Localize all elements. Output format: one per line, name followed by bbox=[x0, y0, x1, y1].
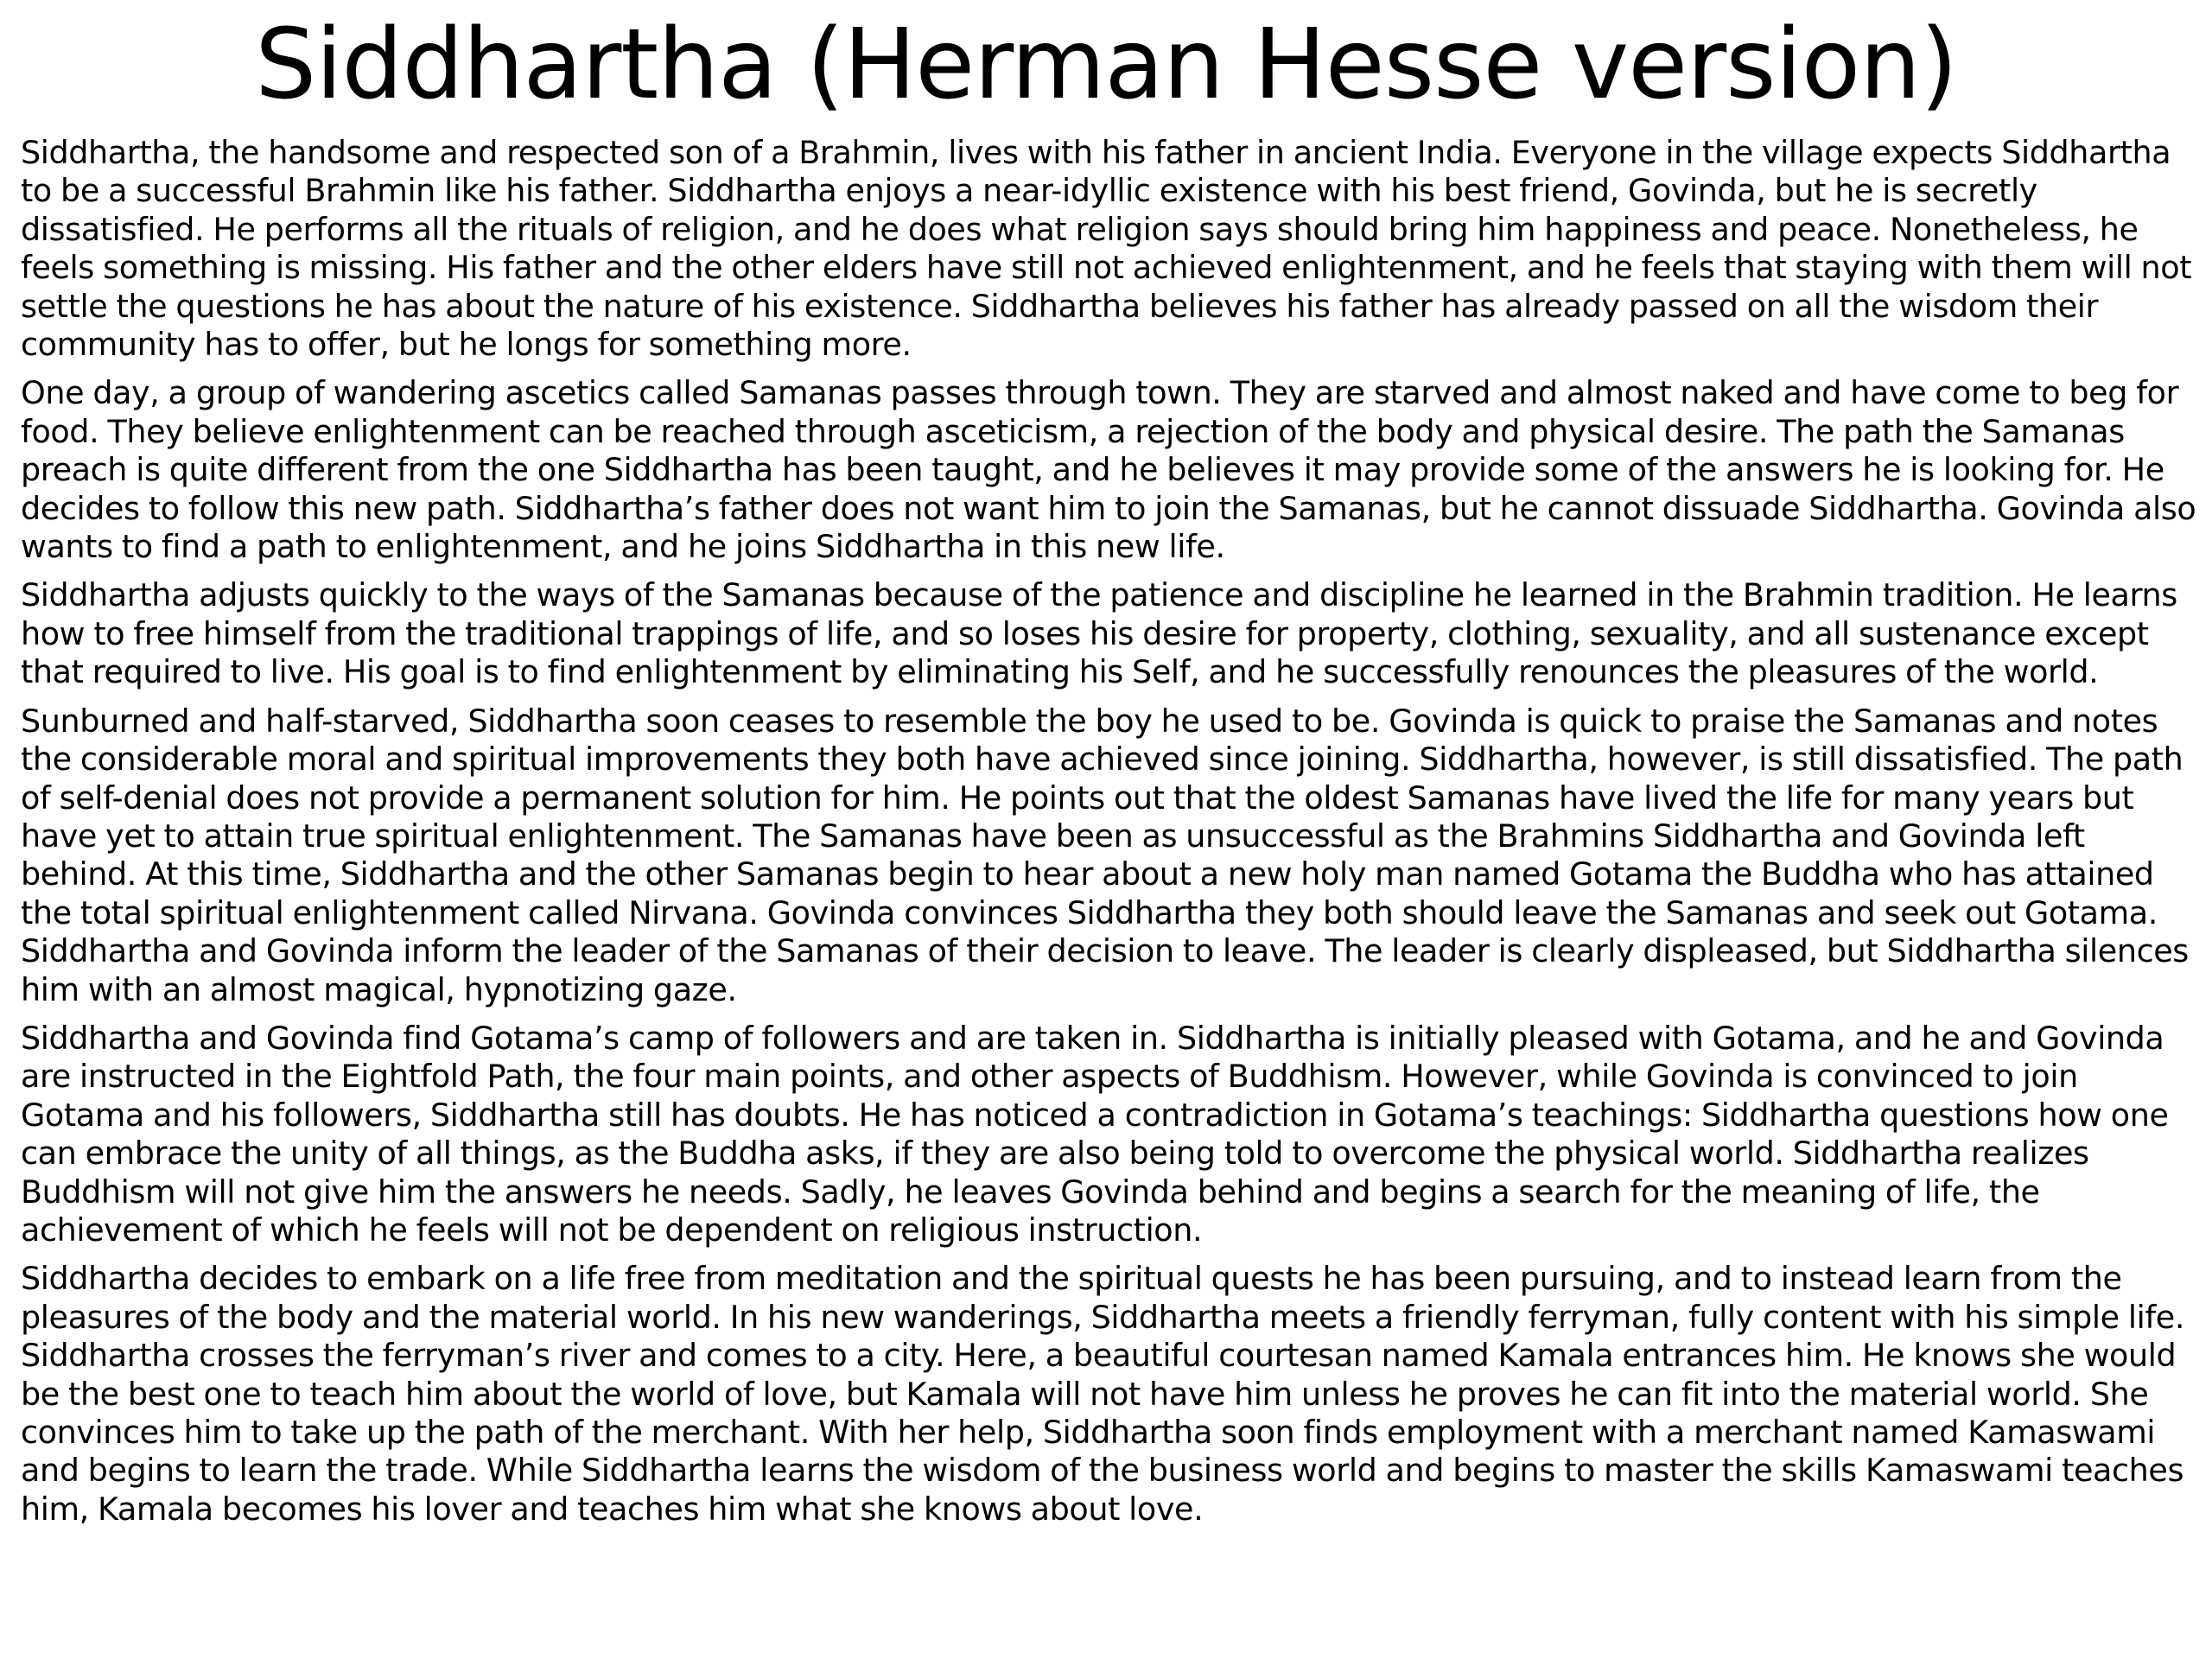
paragraph-3: Siddhartha adjusts quickly to the ways of the Samanas because of the patience and discipline he learned in the Brahmin tradition. He learns how to free himself from the traditional trappings of life, and so loses his desire for property, clothing, sexuality, and all sustenance except that required to live. His goal is to find enlightenment by eliminating his Self, and he successfully renounces the pleasures of the world. bbox=[21, 576, 2177, 691]
paragraph-2: One day, a group of wandering ascetics called Samanas passes through town. They are starved and almost naked and have come to beg for food. They believe enlightenment can be reached through asceticism, a rejection of the body and physical desire. The path the Samanas preach is quite different from the one Siddhartha has been taught, and he believes it may provide some of the answers he is looking for. He decides to follow this new path. Siddhartha’s father does not want him to join the Samanas, but he cannot dissuade Siddhartha. Govinda also wants to find a path to enlightenment, and he joins Siddhartha in this new life. bbox=[21, 374, 2196, 566]
slide-body bbox=[21, 134, 2205, 1539]
slide-title: Siddhartha (Herman Hesse version) bbox=[255, 9, 1957, 121]
paragraph-4: Sunburned and half-starved, Siddhartha soon ceases to resemble the boy he used to be. Govinda is quick to praise the Samanas and notes the considerable moral and spiritual improvements they both have achieved since joining. Siddhartha, however, is still dissatisfied. The path of self-denial does not provide a permanent solution for him. He points out that the oldest Samanas have lived the life for many years but have yet to attain true spiritual enlightenment. The Samanas have been as unsuccessful as the Brahmins Siddhartha and Govinda left behind. At this time, Siddhartha and the other Samanas begin to hear about a new holy man named Gotama the Buddha who has attained the total spiritual enlightenment called Nirvana. Govinda convinces Siddhartha they both should leave the Samanas and seek out Gotama. Siddhartha and Govinda inform the leader of the Samanas of their decision to leave. The leader is clearly displeased, but Siddhartha silences him with an almost magical, hypnotizing gaze. bbox=[21, 702, 2189, 1008]
paragraph-6: Siddhartha decides to embark on a life free from meditation and the spiritual quests he has been pursuing, and to instead learn from the pleasures of the body and the material world. In his new wanderings, Siddhartha meets a friendly ferryman, fully content with his simple life. Siddhartha crosses the ferryman’s river and comes to a city. Here, a beautiful courtesan named Kamala entrances him. He knows she would be the best one to teach him about the world of love, but Kamala will not have him unless he proves he can fit into the material world. She convinces him to take up the path of the merchant. With her help, Siddhartha soon finds employment with a merchant named Kamaswami and begins to learn the trade. While Siddhartha learns the wisdom of the business world and begins to master the skills Kamaswami teaches him, Kamala becomes his lover and teaches him what she knows about love. bbox=[21, 1260, 2185, 1528]
paragraph-5: Siddhartha and Govinda find Gotama’s camp of followers and are taken in. Siddhartha is initially pleased with Gotama, and he and Govinda are instructed in the Eightfold Path, the four main points, and other aspects of Buddhism. However, while Govinda is convinced to join Gotama and his followers, Siddhartha still has doubts. He has noticed a contradiction in Gotama’s teachings: Siddhartha questions how one can embrace the unity of all things, as the Buddha asks, if they are also being told to overcome the physical world. Siddhartha realizes Buddhism will not give him the answers he needs. Sadly, he leaves Govinda behind and begins a search for the meaning of life, the achievement of which he feels will not be dependent on religious instruction. bbox=[21, 1019, 2169, 1249]
paragraph-1: Siddhartha, the handsome and respected son of a Brahmin, lives with his father in ancient India. Everyone in the village expects Siddhartha to be a successful Brahmin like his father. Siddhartha enjoys a near-idyllic existence with his best friend, Govinda, but he is secretly dissatisfied. He performs all the rituals of religion, and he does what religion says should bring him happiness and peace. Nonetheless, he feels something is missing. His father and the other elders have still not achieved enlightenment, and he feels that staying with them will not settle the questions he has about the nature of his existence. Siddhartha believes his father has already passed on all the wisdom their community has to offer, but he longs for something more. bbox=[21, 134, 2192, 364]
